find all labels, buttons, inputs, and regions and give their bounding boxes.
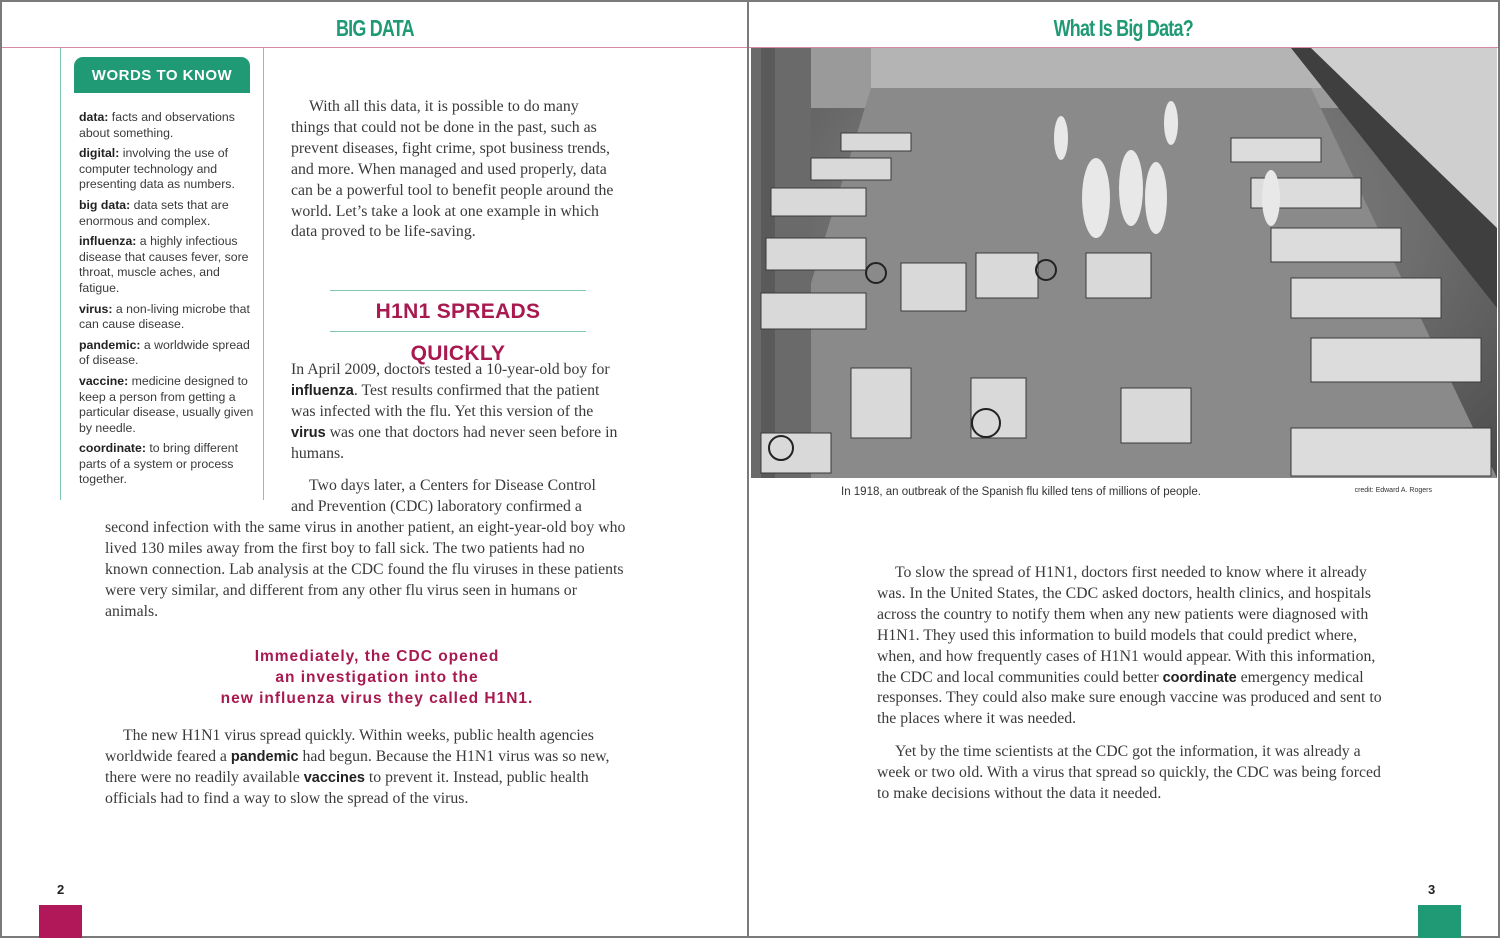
glossary-entry: influenza: a highly infectious disease that causes fever, sore throat, muscle aches, and fatigue. <box>79 234 249 295</box>
section-heading: H1N1 SPREADS QUICKLY <box>330 290 586 332</box>
page-number: 2 <box>57 882 65 897</box>
glossary-entry: big data: data sets that are enormous and complex. <box>79 197 229 228</box>
words-to-know-title: WORDS TO KNOW <box>74 57 250 93</box>
glossary-entry: digital: involving the use of computer technology and presenting data as numbers. <box>79 146 235 192</box>
body-paragraph: In April 2009, doctors tested a 10-year-old boy for influenza. Test results confirmed that the patient was infected with the flu. Yet this version of the virus was one that doctors had never seen before in humans. <box>291 361 618 462</box>
glossary-entry: virus: a non-living microbe that can cause disease. <box>79 301 250 332</box>
glossary-entry: vaccine: medicine designed to keep a person from getting a particular disease, usually given by needle. <box>79 373 254 435</box>
glossary-entry: coordinate: to bring different parts of a system or process together. <box>79 441 239 487</box>
body-paragraph: Yet by the time scientists at the CDC got the information, it was already a week or two old. With a virus that spread so quickly, the CDC was being forced to make decisions without the data it needed. <box>877 743 1381 802</box>
running-head-right: What Is Big Data? <box>749 2 1498 48</box>
words-to-know-sidebar <box>60 48 264 500</box>
right-page <box>748 0 1500 938</box>
body-paragraph: To slow the spread of H1N1, doctors first needed to know where it already was. In the United States, the CDC asked doctors, health clinics, and hospitals across the country to notify them when any new patients were diagnosed with H1N1. They used this information to build models that could predict where, when, and how frequently cases of H1N1 would appear. With this information, the CDC and local communities could better coordinate emergency medical responses. They could also make sure enough vaccine was produced and sent to the places where it was needed. <box>877 564 1382 728</box>
page-number: 3 <box>1428 882 1436 897</box>
body-paragraph-lower: second infection with the same virus in another patient, an eight-year-old boy who lived 130 miles away from the first boy to fall sick. The two patients had no known connection. Lab analysis at the CDC found the flu viruses in these patients were very similar, and different from any other flu virus seen in humans or animals. <box>105 519 626 620</box>
left-page <box>0 0 748 938</box>
body-paragraph: The new H1N1 virus spread quickly. Within weeks, public health agencies worldwide feared a pandemic had begun. Because the H1N1 virus was so new, there were no readily available vaccines to prevent it. Instead, public health officials had to find a way to slow the spread of the virus. <box>105 727 610 807</box>
intro-paragraph: With all this data, it is possible to do many things that could not be done in the past, such as prevent diseases, fight crime, spot business trends, and more. When managed and used properly, data can be a powerful tool to benefit people around the world. Let’s take a look at one example in which data proved to be life-saving. <box>291 98 614 241</box>
color-tab <box>1418 905 1461 938</box>
glossary-list <box>79 110 257 493</box>
glossary-entry: pandemic: a worldwide spread of disease. <box>79 337 250 368</box>
pull-quote: Immediately, the CDC opened an investigation into the new influenza virus they called H1N1. <box>220 648 534 707</box>
running-head-left: BIG DATA <box>2 2 747 48</box>
photo-caption: In 1918, an outbreak of the Spanish flu killed tens of millions of people. <box>841 486 1201 498</box>
body-paragraph-upper: Two days later, a Centers for Disease Control and Prevention (CDC) laboratory confirmed a <box>291 477 596 515</box>
historical-photo <box>751 48 1497 478</box>
glossary-entry: data: facts and observations about something. <box>79 110 235 140</box>
photo-credit: credit: Edward A. Rogers <box>1354 487 1432 494</box>
flu-ward-photo <box>751 48 1497 478</box>
color-tab <box>39 905 82 938</box>
